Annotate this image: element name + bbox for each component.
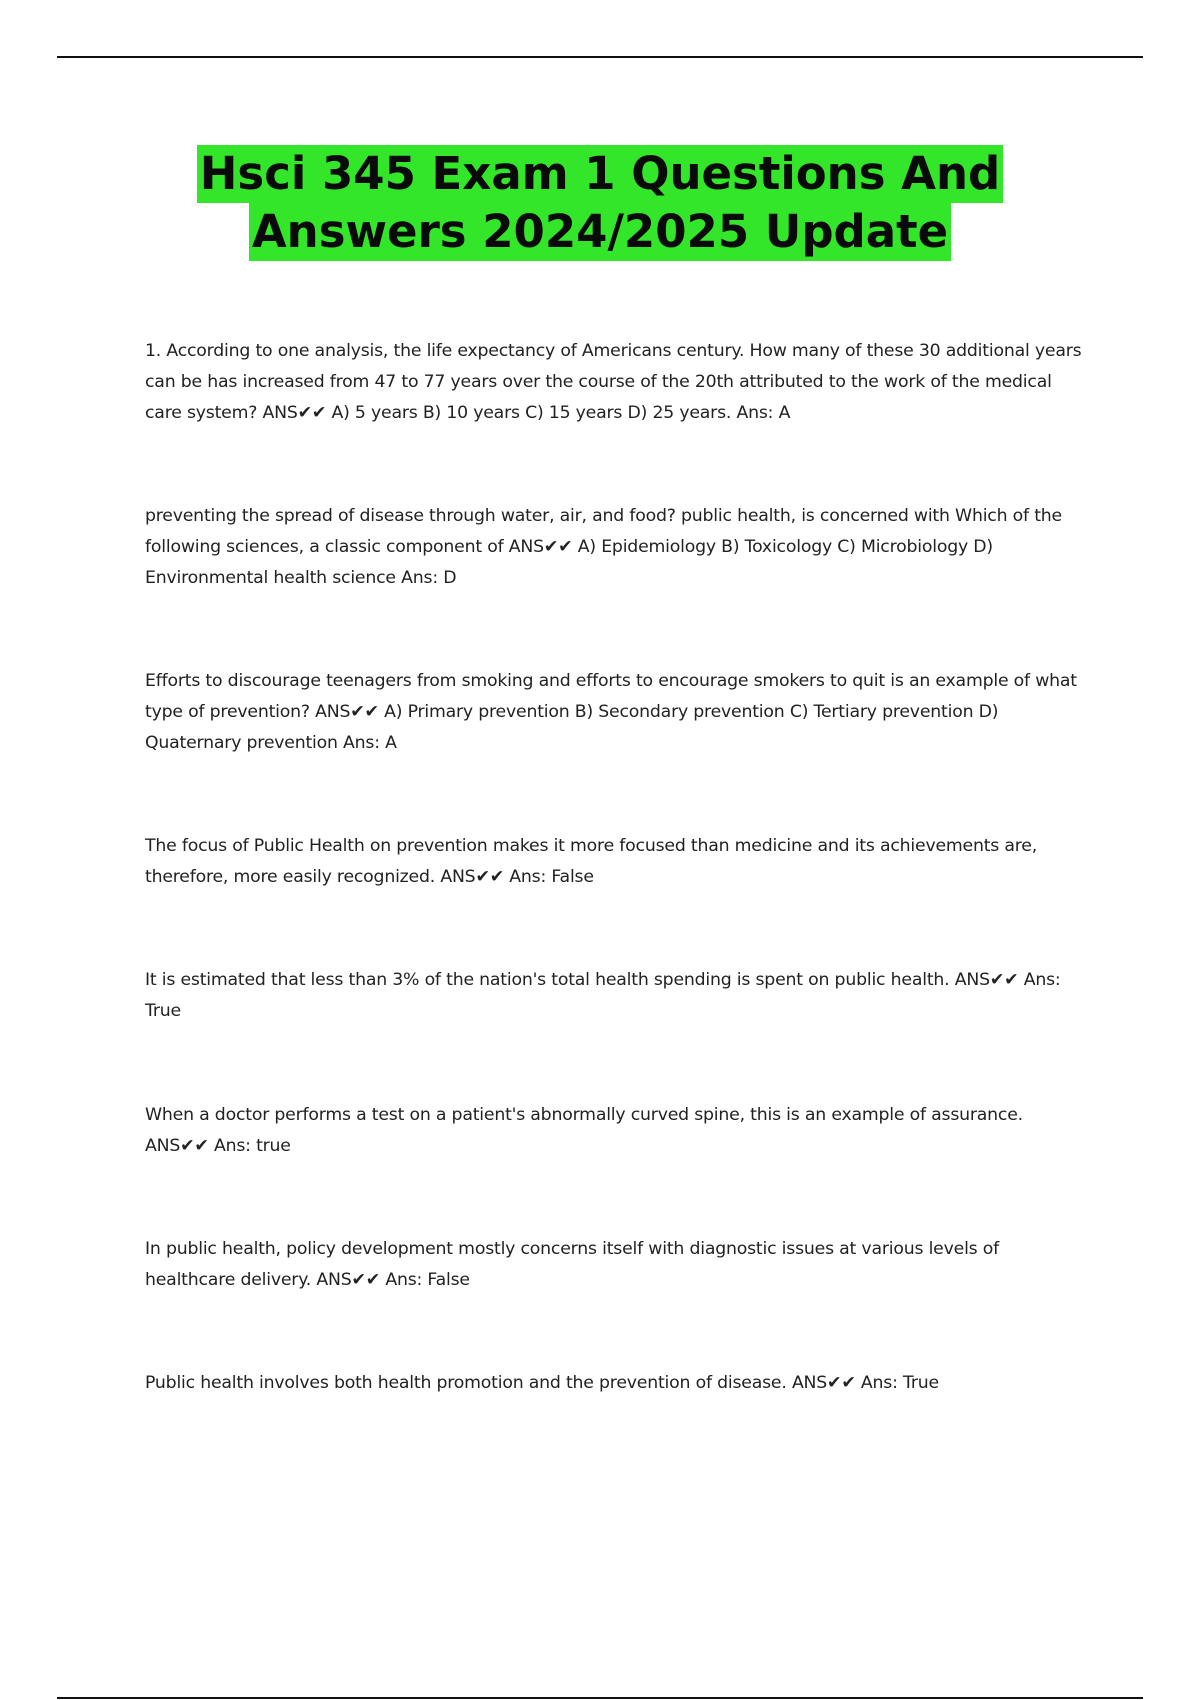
header-rule: [57, 56, 1143, 58]
question-item: In public health, policy development mostly concerns itself with diagnostic issues at various levels of healthcare delivery. ANS✔✔ Ans: False: [145, 1239, 1000, 1290]
title-line-2: Answers 2024/2025 Update: [249, 203, 951, 261]
question-item: Efforts to discourage teenagers from smoking and efforts to encourage smokers to quit is an example of what type of prevention? ANS✔✔ A) Primary prevention B) Secondary prevention C) Tertiary prevention D) Quaternary prevention Ans: A: [145, 671, 1077, 753]
question-item: preventing the spread of disease through water, air, and food? public health, is concerned with Which of the following sciences, a classic component of ANS✔✔ A) Epidemiology B) Toxicology C) Microbiology D) Environmental health science Ans: D: [145, 506, 1062, 588]
question-item: The focus of Public Health on prevention makes it more focused than medicine and its achievements are, therefore, more easily recognized. ANS✔✔ Ans: False: [145, 836, 1038, 887]
document-title: [100, 145, 1100, 261]
question-item: 1. According to one analysis, the life expectancy of Americans century. How many of these 30 additional years can be has increased from 47 to 77 years over the course of the 20th attributed to the work of the medical care system? ANS✔✔ A) 5 years B) 10 years C) 15 years D) 25 years. Ans: A: [145, 341, 1082, 423]
question-item: Public health involves both health promotion and the prevention of disease. ANS✔✔ Ans: True: [145, 1373, 939, 1393]
question-item: It is estimated that less than 3% of the nation's total health spending is spent on public health. ANS✔✔ Ans: True: [145, 970, 1061, 1021]
title-line-1: Hsci 345 Exam 1 Questions And: [197, 145, 1004, 203]
footer-rule: [57, 1697, 1143, 1699]
question-item: When a doctor performs a test on a patient's abnormally curved spine, this is an example of assurance. ANS✔✔ Ans: true: [145, 1105, 1023, 1156]
